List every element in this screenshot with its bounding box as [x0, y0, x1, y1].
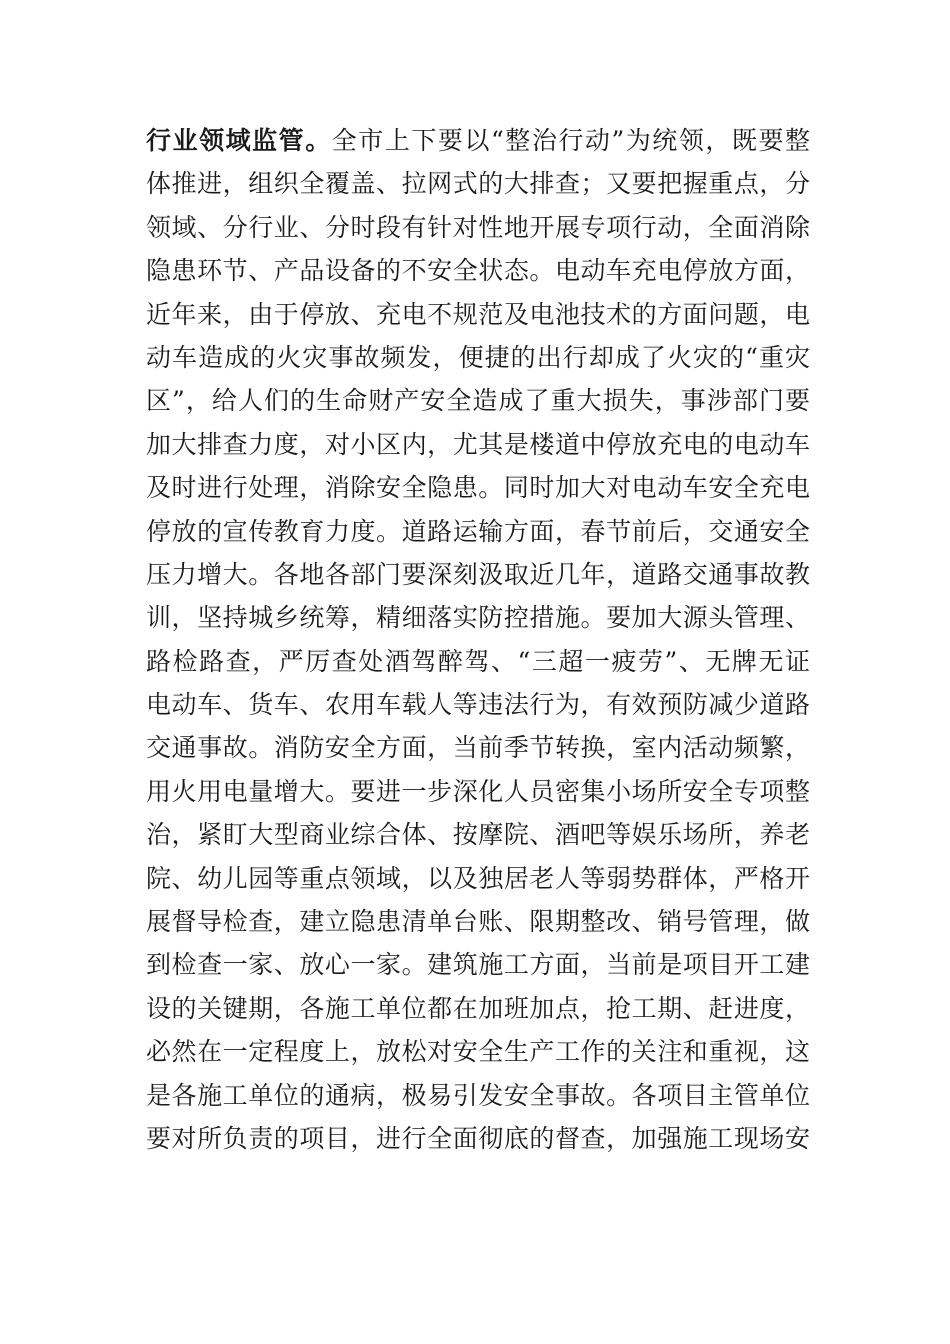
text-line: 电动车、货车、农用车载人等违法行为，有效预防减少道路 — [146, 690, 810, 720]
text-line: 到检查一家、放心一家。建筑施工方面，当前是项目开工建 — [146, 950, 810, 980]
text-line-1-body: 全市上下要以“整治行动”为统领，既要整 — [331, 126, 810, 155]
text-line: 停放的宣传教育力度。道路运输方面，春节前后，交通安全 — [146, 516, 810, 546]
text-line: 及时进行处理，消除安全隐患。同时加大对电动车安全充电 — [146, 473, 810, 503]
text-line: 近年来，由于停放、充电不规范及电池技术的方面问题，电 — [146, 299, 810, 329]
text-line: 训，坚持城乡统筹，精细落实防控措施。要加大源头管理、 — [146, 603, 810, 633]
text-line: 展督导检查，建立隐患清单台账、限期整改、销号管理，做 — [146, 907, 810, 937]
section-heading: 行业领域监管。 — [146, 126, 332, 155]
text-line: 院、幼儿园等重点领域，以及独居老人等弱势群体，严格开 — [146, 863, 810, 893]
text-line: 要对所负责的项目，进行全面彻底的督查，加强施工现场安 — [146, 1123, 810, 1153]
text-line: 用火用电量增大。要进一步深化人员密集小场所安全专项整 — [146, 776, 810, 806]
text-line: 动车造成的火灾事故频发，便捷的出行却成了火灾的“重灾 — [146, 342, 810, 372]
text-line: 是各施工单位的通病，极易引发安全事故。各项目主管单位 — [146, 1080, 810, 1110]
text-line: 隐患环节、产品设备的不安全状态。电动车充电停放方面， — [146, 256, 810, 286]
text-line: 区”，给人们的生命财产安全造成了重大损失，事涉部门要 — [146, 386, 810, 416]
text-line: 体推进，组织全覆盖、拉网式的大排查；又要把握重点，分 — [146, 169, 810, 199]
text-line: 加大排查力度，对小区内，尤其是楼道中停放充电的电动车 — [146, 429, 810, 459]
body-paragraph — [146, 119, 810, 1160]
text-line: 必然在一定程度上，放松对安全生产工作的关注和重视，这 — [146, 1037, 810, 1067]
text-line: 路检路查，严厉查处酒驾醉驾、“三超一疲劳”、无牌无证 — [146, 646, 810, 676]
text-line: 治，紧盯大型商业综合体、按摩院、酒吧等娱乐场所，养老 — [146, 820, 810, 850]
text-line: 压力增大。各地各部门要深刻汲取近几年，道路交通事故教 — [146, 559, 810, 589]
text-line: 交通事故。消防安全方面，当前季节转换，室内活动频繁， — [146, 733, 810, 763]
text-line: 领域、分行业、分时段有针对性地开展专项行动，全面消除 — [146, 212, 810, 242]
text-line: 设的关键期，各施工单位都在加班加点，抢工期、赶进度， — [146, 993, 810, 1023]
text-line-1 — [146, 119, 810, 162]
